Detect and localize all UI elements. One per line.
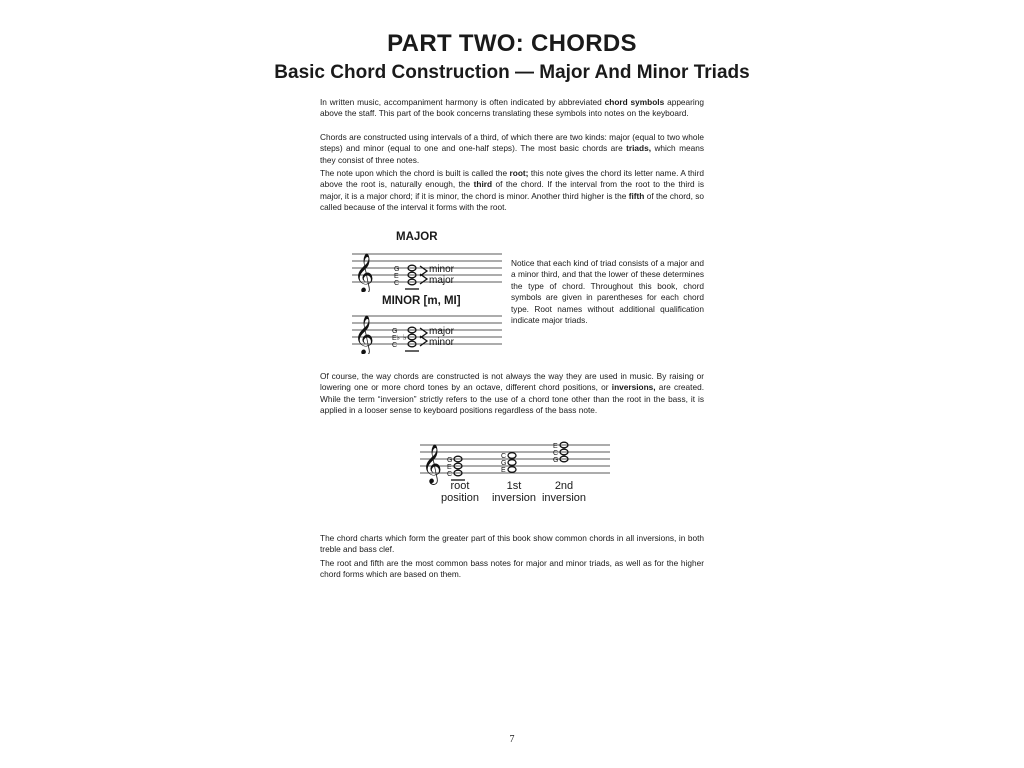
- interval-lower-label: major: [429, 275, 455, 286]
- page-title: PART TWO: CHORDS: [387, 30, 637, 57]
- svg-text:C: C: [553, 450, 559, 457]
- flat-icon: ♭: [403, 333, 407, 342]
- triad-note-sidebar: Notice that each kind of triad consists of a major and a minor third, and that the lower of these determines the type of chord. Throughout this book, chord symbols are given in parentheses for each chord type. Root names without additional qualification indicate major triads.: [511, 258, 704, 326]
- text-run: this note gives the chord its letter name. A third above the root is, naturally enough, the: [320, 168, 704, 190]
- svg-text:E: E: [447, 464, 452, 471]
- note-name-e: E: [394, 273, 399, 280]
- text-run: Chords are constructed using intervals of a third, of which there are two kinds: major (equal to two whole steps) and minor (equal to one and one-half steps). The most basic chords are: [320, 132, 704, 154]
- bold-term: fifth: [628, 190, 645, 201]
- text-run: The note upon which the chord is built is called the: [320, 168, 510, 178]
- text-run: appearing above the staff. This part of the book concerns translating these symbols into notes on the keyboard.: [320, 97, 704, 119]
- treble-clef-icon: 𝄞: [422, 444, 443, 484]
- text-run: are created. While the term “inversion” strictly refers to the use of a chord tone other than the root in the bass, it is applied in a looser sense to keyboard positions regardless of the bass note.: [320, 382, 704, 416]
- minor-triad-staff: [352, 306, 502, 354]
- bold-term: triads,: [626, 143, 652, 154]
- label-first-inversion: 1st inversion: [491, 480, 537, 504]
- text-run: Of course, the way chords are constructed is not always the way they are used in music. By raising or lowering one or more chord tones by an octave, different chord positions, or: [320, 371, 704, 393]
- svg-text:C: C: [501, 453, 507, 460]
- paragraph-chord-charts: [320, 533, 704, 556]
- label-root-position: root position: [441, 480, 479, 504]
- bold-term: root;: [509, 168, 529, 178]
- page-subtitle: Basic Chord Construction — Major And Minor Triads: [274, 62, 750, 83]
- text-run: which means they consist of three notes.: [320, 143, 704, 165]
- note-name-g: G: [392, 328, 398, 335]
- interval-upper-label: minor: [429, 264, 455, 275]
- paragraph-inversions: [320, 371, 704, 417]
- lower-brace: [420, 274, 427, 284]
- note-name-eb: E♭: [392, 335, 400, 342]
- interval-lower-label: minor: [429, 337, 455, 348]
- svg-text:G: G: [553, 457, 559, 464]
- paragraph-intervals: [320, 132, 704, 166]
- major-triad-staff: [352, 244, 502, 292]
- svg-text:G: G: [447, 457, 453, 464]
- label-second-inversion: 2nd inversion: [541, 480, 587, 504]
- paragraph-root: [320, 168, 704, 214]
- note-name-g: G: [394, 266, 400, 273]
- treble-clef-icon: 𝄞: [354, 253, 375, 292]
- text-run: The root and fifth are the most common bass notes for major and minor triads, as well as for the higher chord forms which are based on them.: [320, 558, 704, 580]
- text-run: In written music, accompaniment harmony is often indicated by abbreviated: [320, 97, 605, 107]
- text-run: of the chord. If the interval from the root to the third is major, it is a major chord; if it is minor, the chord is minor. Another third higher is the: [320, 179, 704, 201]
- svg-text:G: G: [501, 460, 507, 467]
- svg-text:E: E: [553, 443, 558, 450]
- paragraph-chord-symbols: [320, 97, 704, 120]
- major-heading: MAJOR: [396, 231, 438, 243]
- bold-term: third: [473, 179, 493, 190]
- minor-heading: MINOR [m, MI]: [382, 295, 461, 307]
- treble-clef-icon: 𝄞: [354, 315, 375, 354]
- text-run: of the chord, so called because of the interval it forms with the root.: [320, 190, 704, 213]
- interval-upper-label: major: [429, 326, 455, 337]
- bold-term: inversions,: [611, 382, 656, 393]
- page-number: 7: [509, 734, 515, 745]
- svg-text:C: C: [447, 471, 453, 478]
- note-name-c: C: [392, 342, 398, 349]
- bold-term: chord symbols: [604, 97, 665, 107]
- paragraph-bass-notes: [320, 558, 704, 581]
- svg-text:E: E: [501, 467, 506, 474]
- text-run: The chord charts which form the greater part of this book show common chords in all inversions, in both treble and bass clef.: [320, 533, 704, 555]
- note-name-c: C: [394, 280, 400, 287]
